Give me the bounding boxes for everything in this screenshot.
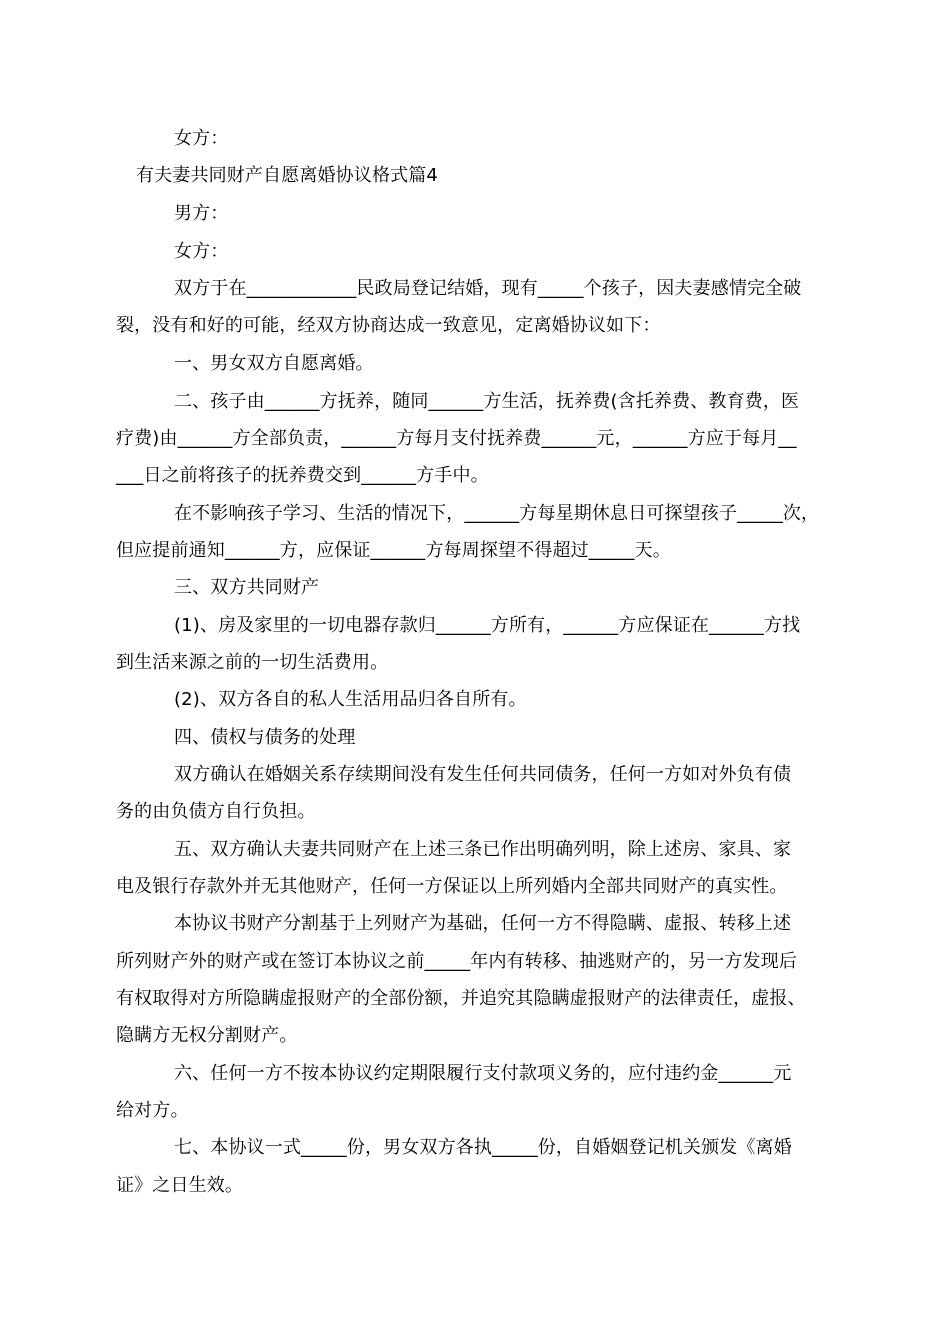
text-line: (2)、双方各自的私人生活用品归各自所有。: [174, 689, 527, 710]
text-line: 本协议书财产分割基于上列财产为基础，任何一方不得隐瞒、虚报、转移上述: [174, 913, 792, 934]
text-line: 证》之日生效。: [116, 1175, 244, 1196]
text-line: 三、双方共同财产: [174, 577, 320, 598]
text-line: 疗费)由______方全部负责，______方每月支付抚养费______元，______方应于每月__: [116, 428, 797, 449]
text-line: 裂，没有和好的可能，经双方协商达成一致意见，定离婚协议如下：: [116, 315, 661, 336]
text-line: 一、男女双方自愿离婚。: [174, 353, 374, 374]
text-line: ___日之前将孩子的抚养费交到______方手中。: [116, 465, 489, 486]
text-line: 到生活来源之前的一切生活费用。: [116, 652, 389, 673]
text-line: 给对方。: [116, 1100, 189, 1121]
text-line: 四、债权与债务的处理: [174, 727, 356, 748]
text-line: 务的由负债方自行负担。: [116, 801, 316, 822]
text-line: 七、本协议一式_____份，男女双方各执_____份，自婚姻登记机关颁发《离婚: [174, 1137, 792, 1158]
text-line: 但应提前通知______方，应保证______方每周探望不得超过_____天。: [116, 540, 671, 561]
text-line: 女方：: [174, 241, 229, 262]
text-line: 女方：: [174, 128, 229, 149]
text-line: 六、任何一方不按本协议约定期限履行支付款项义务的，应付违约金______元: [174, 1063, 792, 1084]
text-line: 所列财产外的财产或在签订本协议之前_____年内有转移、抽逃财产的，另一方发现后: [116, 951, 797, 972]
text-line: 五、双方确认夫妻共同财产在上述三条已作出明确列明，除上述房、家具、家: [174, 839, 792, 860]
text-line: 双方确认在婚姻关系存续期间没有发生任何共同债务，任何一方如对外负有债: [174, 764, 792, 785]
text-line: 在不影响孩子学习、生活的情况下，______方每星期休息日可探望孩子_____次，: [174, 503, 820, 524]
text-line: (1)、房及家里的一切电器存款归______方所有，______方应保证在______方找: [174, 615, 801, 636]
text-line: 有权取得对方所隐瞒虚报财产的全部份额，并追究其隐瞒虚报财产的法律责任，虚报、: [116, 988, 806, 1009]
text-line: 电及银行存款外并无其他财产，任何一方保证以上所列婚内全部共同财产的真实性。: [116, 876, 788, 897]
text-line: 男方：: [174, 203, 229, 224]
section-heading: 有夫妻共同财产自愿离婚协议格式篇4: [136, 165, 439, 186]
text-line: 双方于在____________民政局登记结婚，现有_____个孩子，因夫妻感情完全破: [174, 278, 802, 299]
text-line: 二、孩子由______方抚养，随同______方生活，抚养费(含托养费、教育费，医: [174, 391, 800, 412]
text-line: 隐瞒方无权分割财产。: [116, 1025, 298, 1046]
